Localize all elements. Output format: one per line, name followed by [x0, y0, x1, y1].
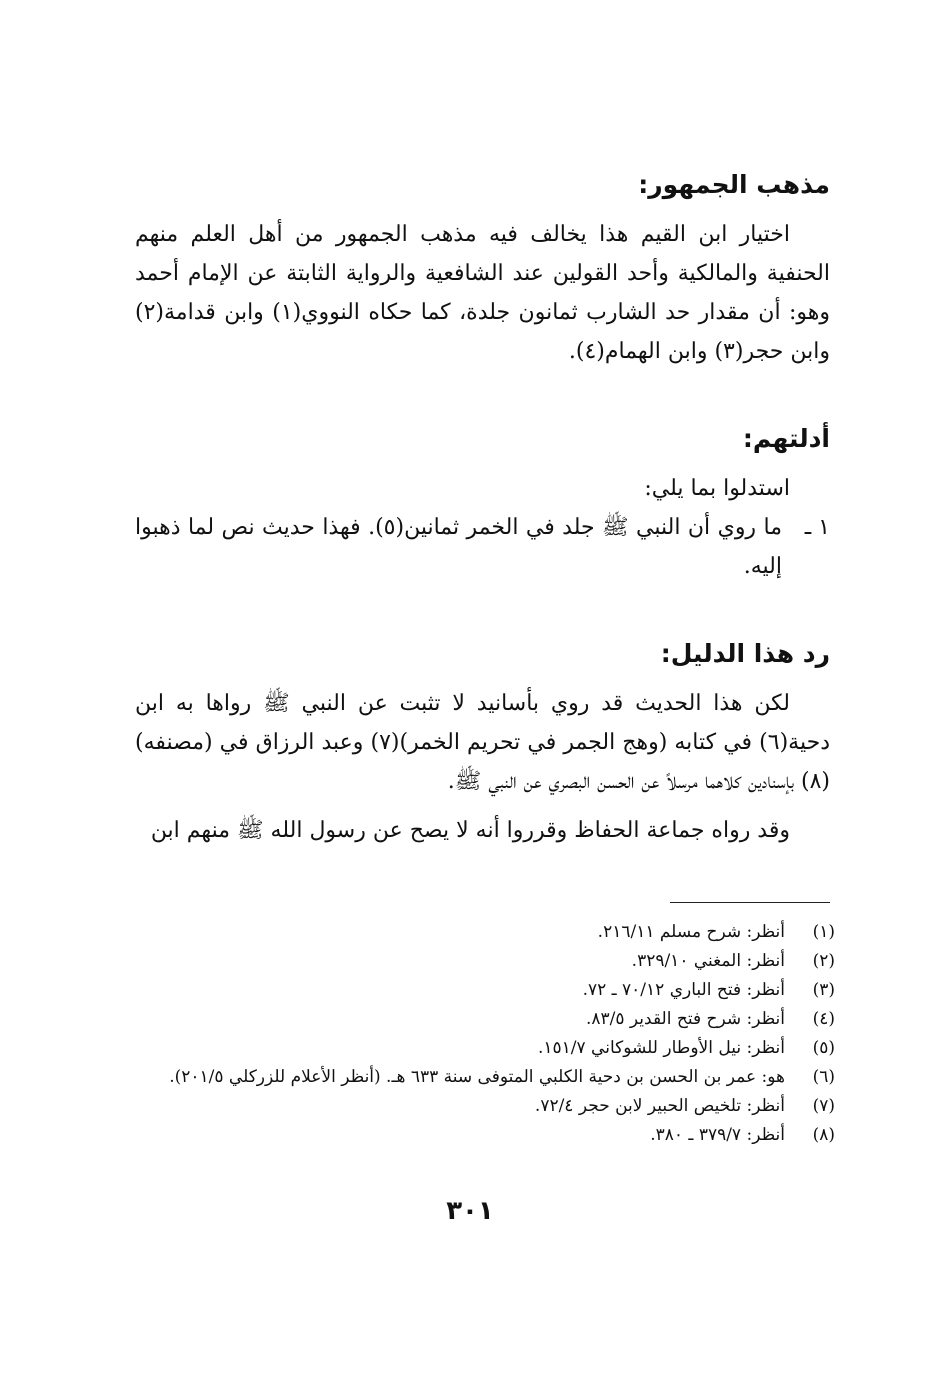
footnote-4 — [135, 1005, 835, 1034]
spacer — [135, 674, 830, 684]
list-item-number: ١ ـ — [804, 515, 830, 540]
footnote-text: أنظر: شرح مسلم ٢١٦/١١. — [597, 922, 785, 942]
footnote-separator — [670, 902, 830, 903]
footnote-number: (٥) — [812, 1038, 835, 1058]
footnote-number: (٣) — [812, 980, 835, 1000]
footnote-1 — [135, 918, 835, 947]
footnote-number: (٢) — [812, 951, 835, 971]
footnote-7 — [135, 1092, 835, 1121]
footnote-8 — [135, 1121, 835, 1150]
footnote-text: أنظر: نيل الأوطار للشوكاني ١٥١/٧. — [537, 1038, 785, 1058]
paragraph-evidence-intro: استدلوا بما يلي: — [644, 476, 790, 501]
spacer — [135, 205, 830, 215]
footnote-number: (١) — [812, 922, 835, 942]
spacer — [135, 586, 830, 634]
spacer — [135, 459, 830, 469]
paragraph-rebuttal-1: لكن هذا الحديث قد روي بأسانيد لا تثبت عن النبي ﷺ رواها به ابن دحية(٦) في كتابه (وهج الجمر في تحريم الخمر)(٧) وعبد الرزاق في (مصنفه)(٨) بإسنادين كلاهما مرسلاً عن الحسن البصري عن النبي ﷺ. — [135, 691, 830, 794]
footnote-text: أنظر: شرح فتح القدير ٨٣/٥. — [585, 1009, 785, 1029]
paragraph-jumhur: اختيار ابن القيم هذا يخالف فيه مذهب الجمهور من أهل العلم منهم الحنفية والمالكية وأحد القولين عند الشافعية والرواية الثابتة عن الإمام أحمد وهو: أن مقدار حد الشارب ثمانون جلدة، كما حكاه النووي(١) وابن قدامة(٢) وابن حجر(٣) وابن الهمام(٤). — [135, 222, 831, 364]
footnote-text: أنظر: المغني ٣٢٩/١٠. — [631, 951, 785, 971]
list-item-text: ما روي أن النبي ﷺ جلد في الخمر ثمانين(٥). فهذا حديث نص لما ذهبوا إليه. — [135, 515, 782, 579]
footnote-3 — [135, 976, 835, 1005]
footnote-6 — [135, 1063, 835, 1092]
footnote-2 — [135, 947, 835, 976]
footnote-number: (٤) — [812, 1009, 835, 1029]
page-body — [135, 165, 830, 850]
footnote-text: أنظر: تلخيص الحبير لابن حجر ٧٢/٤. — [534, 1096, 785, 1116]
section-heading-jumhur: مذهب الجمهور: — [638, 170, 830, 199]
footnote-text: هو: عمر بن الحسن بن دحية الكلبي المتوفى سنة ٦٣٣ هـ. (أنظر الأعلام للزركلي ٢٠١/٥). — [169, 1067, 785, 1087]
footnote-text: أنظر: فتح الباري ٧٠/١٢ ـ ٧٢. — [582, 980, 785, 1000]
paragraph-rebuttal-2: وقد رواه جماعة الحفاظ وقرروا أنه لا يصح عن رسول الله ﷺ منهم ابن — [150, 818, 790, 843]
list-item-evidence-1 — [135, 508, 830, 586]
footnote-5 — [135, 1034, 835, 1063]
spacer — [135, 371, 830, 419]
footnote-number: (٦) — [812, 1067, 835, 1087]
page-number: ٣٠١ — [446, 1196, 494, 1226]
footnote-number: (٧) — [812, 1096, 835, 1116]
section-heading-evidence: أدلتهم: — [742, 424, 830, 453]
section-heading-rebuttal: رد هذا الدليل: — [660, 639, 830, 668]
footnotes — [135, 918, 835, 1150]
spacer — [135, 801, 830, 811]
footnote-number: (٨) — [812, 1125, 835, 1145]
footnote-text: أنظر: ٣٧٩/٧ ـ ٣٨٠. — [650, 1125, 785, 1145]
